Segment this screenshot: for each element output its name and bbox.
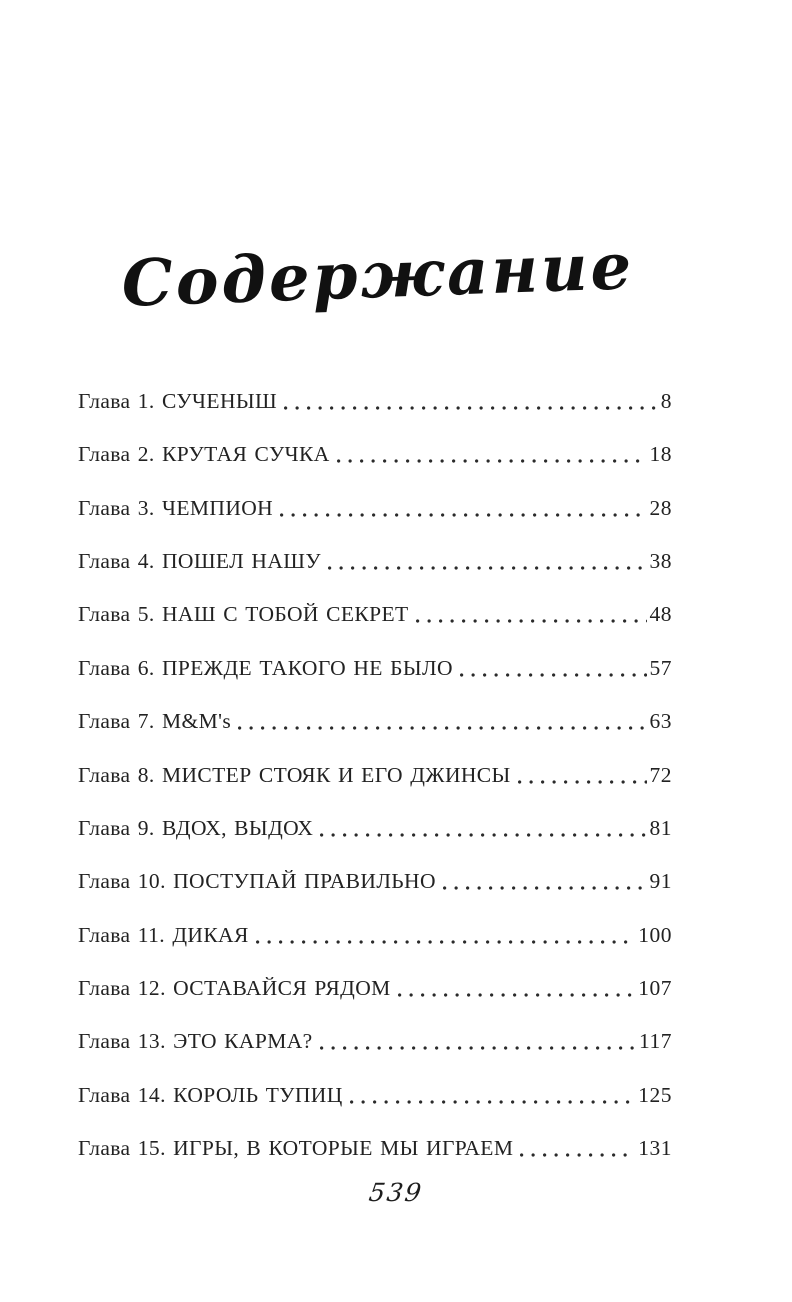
toc-entry-label: Глава 2. КРУТАЯ СУЧКА xyxy=(78,442,330,467)
toc-entry xyxy=(78,709,672,734)
toc-entry xyxy=(78,656,672,681)
toc-entry-label: Глава 10. ПОСТУПАЙ ПРАВИЛЬНО xyxy=(78,869,436,894)
toc-leader-dots xyxy=(520,1137,635,1161)
toc-entry-page: 28 xyxy=(649,495,672,520)
toc-entry-label: Глава 13. ЭТО КАРМА? xyxy=(78,1029,313,1054)
toc-entry-label: Глава 6. ПРЕЖДЕ ТАКОГО НЕ БЫЛО xyxy=(78,655,453,680)
toc-leader-dots xyxy=(518,764,647,788)
toc-entry-page: 107 xyxy=(638,976,672,1001)
toc-entry-page: 125 xyxy=(638,1082,672,1107)
toc-entry-page: 38 xyxy=(649,548,672,573)
toc-leader-dots xyxy=(238,710,646,734)
toc-entry xyxy=(78,389,672,414)
toc-entry xyxy=(78,763,672,788)
toc-entry-page: 57 xyxy=(649,655,672,680)
toc-entry-label: Глава 11. ДИКАЯ xyxy=(78,922,249,947)
toc-entry-page: 117 xyxy=(639,1029,672,1054)
toc-leader-dots xyxy=(398,977,636,1001)
toc-entry-page: 63 xyxy=(649,709,672,734)
toc-list xyxy=(78,389,672,1161)
toc-leader-dots xyxy=(416,603,647,627)
toc-entry-label: Глава 1. СУЧЕНЫШ xyxy=(78,388,278,413)
toc-leader-dots xyxy=(328,550,647,574)
toc-entry-label: Глава 5. НАШ С ТОБОЙ СЕКРЕТ xyxy=(78,602,409,627)
toc-entry-page: 91 xyxy=(649,869,672,894)
toc-entry xyxy=(78,976,672,1001)
toc-entry-page: 131 xyxy=(638,1136,672,1161)
toc-entry xyxy=(78,442,672,467)
page-title: Содержание xyxy=(120,229,636,322)
toc-entry xyxy=(78,923,672,948)
toc-entry-label: Глава 4. ПОШЕЛ НАШУ xyxy=(78,548,321,573)
toc-entry xyxy=(78,549,672,574)
toc-entry xyxy=(78,816,672,841)
toc-leader-dots xyxy=(320,817,646,841)
toc-leader-dots xyxy=(460,657,647,681)
toc-leader-dots xyxy=(350,1084,636,1108)
toc-entry-page: 81 xyxy=(649,815,672,840)
toc-leader-dots xyxy=(337,443,647,467)
toc-entry-page: 18 xyxy=(649,442,672,467)
toc-entry xyxy=(78,1136,672,1161)
toc-leader-dots xyxy=(284,390,658,414)
toc-entry-page: 8 xyxy=(660,388,672,413)
toc-entry-label: Глава 14. КОРОЛЬ ТУПИЦ xyxy=(78,1082,343,1107)
toc-entry-label: Глава 9. ВДОХ, ВЫДОХ xyxy=(78,815,314,840)
toc-entry xyxy=(78,496,672,521)
footer-page-number: 539 xyxy=(367,1178,425,1207)
toc-entry-label: Глава 8. МИСТЕР СТОЯК И ЕГО ДЖИНСЫ xyxy=(78,762,511,787)
toc-leader-dots xyxy=(280,497,646,521)
toc-leader-dots xyxy=(320,1030,636,1054)
toc-entry-page: 72 xyxy=(649,762,672,787)
toc-entry-label: Глава 12. ОСТАВАЙСЯ РЯДОМ xyxy=(78,976,391,1001)
toc-entry xyxy=(78,602,672,627)
toc-entry xyxy=(78,1083,672,1108)
toc-entry-page: 48 xyxy=(649,602,672,627)
toc-entry xyxy=(78,869,672,894)
toc-leader-dots xyxy=(256,924,636,948)
toc-entry-label: Глава 7. M&M's xyxy=(78,709,232,734)
toc-leader-dots xyxy=(443,870,647,894)
toc-entry-page: 100 xyxy=(638,922,672,947)
toc-entry-label: Глава 15. ИГРЫ, В КОТОРЫЕ МЫ ИГРАЕМ xyxy=(78,1136,514,1161)
toc-entry xyxy=(78,1029,672,1054)
toc-entry-label: Глава 3. ЧЕМПИОН xyxy=(78,495,274,520)
